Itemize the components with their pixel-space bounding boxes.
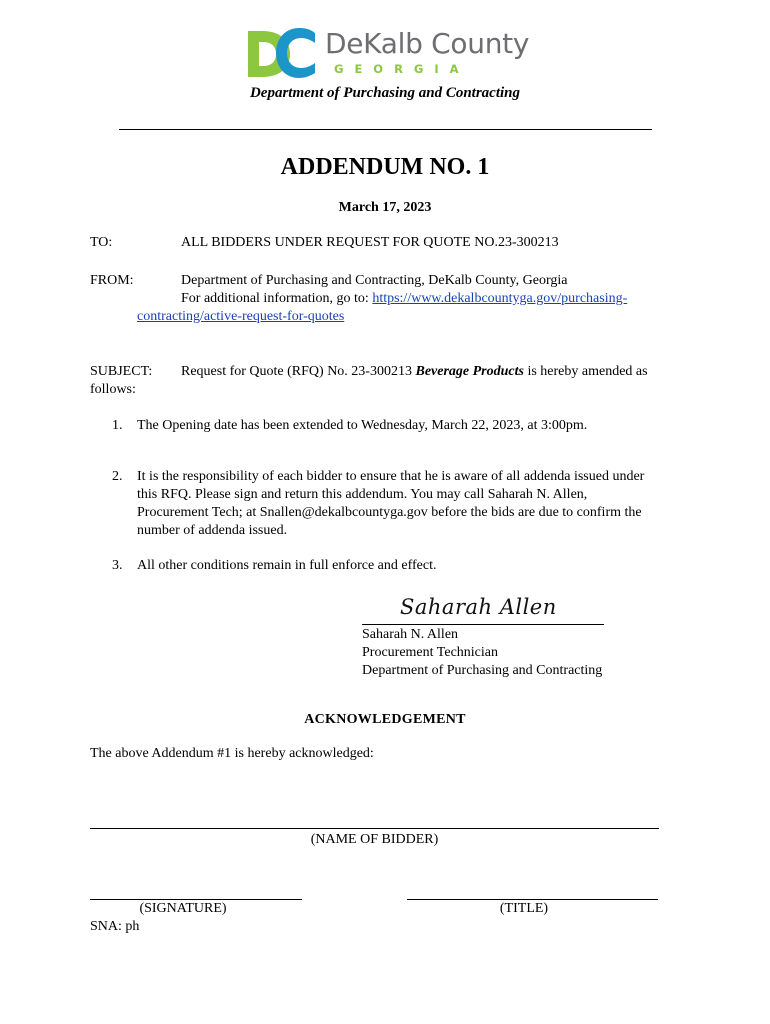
subject-text-after: is hereby amended as bbox=[523, 364, 648, 379]
item-number: 1. bbox=[112, 418, 123, 433]
signature-line bbox=[362, 624, 604, 625]
item-line: All other conditions remain in full enforce and effect. bbox=[137, 558, 437, 573]
handwritten-signature: Saharah Allen bbox=[400, 595, 557, 619]
typist-initials: SNA: ph bbox=[90, 919, 140, 934]
item-line: number of addenda issued. bbox=[137, 523, 288, 538]
item-line: It is the responsibility of each bidder to ensure that he is aware of all addenda issued under bbox=[137, 469, 645, 484]
department-header: Department of Purchasing and Contracting bbox=[249, 85, 521, 101]
bidder-name-line[interactable] bbox=[90, 828, 659, 829]
from-info-line bbox=[181, 290, 627, 308]
logo-county-name: DeKalb County bbox=[325, 27, 530, 60]
info-prefix: For additional information, go to: bbox=[181, 291, 373, 306]
rfq-link-part1[interactable]: https://www.dekalbcountyga.gov/purchasing- bbox=[372, 291, 628, 306]
list-item bbox=[137, 417, 697, 435]
title-caption: (TITLE) bbox=[499, 901, 549, 916]
document-date: March 17, 2023 bbox=[338, 200, 432, 215]
dc-monogram-icon bbox=[248, 27, 318, 79]
subject-text-before: Request for Quote (RFQ) No. 23-300213 bbox=[181, 364, 416, 379]
bidder-name-caption: (NAME OF BIDDER) bbox=[310, 832, 439, 847]
item-line: The Opening date has been extended to Wednesday, March 22, 2023, at 3:00pm. bbox=[137, 418, 588, 433]
item-number: 3. bbox=[112, 558, 123, 573]
list-item bbox=[137, 468, 697, 540]
to-value: ALL BIDDERS UNDER REQUEST FOR QUOTE NO.23-300213 bbox=[181, 235, 559, 250]
rfq-link-part2[interactable]: contracting/active-request-for-quotes bbox=[137, 309, 345, 324]
acknowledgement-text: The above Addendum #1 is hereby acknowledged: bbox=[90, 746, 374, 761]
logo-state-name: GEORGIA bbox=[334, 62, 470, 76]
item-line: this RFQ. Please sign and return this addendum. You may call Saharah N. Allen, bbox=[137, 487, 588, 502]
from-link-continuation bbox=[137, 308, 344, 326]
acknowledgement-title: ACKNOWLEDGEMENT bbox=[304, 712, 466, 727]
from-line1: Department of Purchasing and Contracting, DeKalb County, Georgia bbox=[181, 273, 568, 288]
header-divider bbox=[119, 129, 652, 130]
signatory-department: Department of Purchasing and Contracting bbox=[362, 663, 603, 678]
subject-label: SUBJECT: bbox=[90, 364, 153, 379]
to-label: TO: bbox=[90, 235, 113, 250]
signatory-name: Saharah N. Allen bbox=[362, 627, 459, 642]
signature-caption: (SIGNATURE) bbox=[139, 901, 227, 916]
item-number: 2. bbox=[112, 469, 123, 484]
signatory-title: Procurement Technician bbox=[362, 645, 498, 660]
item-line: Procurement Tech; at Snallen@dekalbcountyga.gov before the bids are due to confirm the bbox=[137, 505, 642, 520]
document-title: ADDENDUM NO. 1 bbox=[280, 154, 490, 180]
list-item bbox=[137, 557, 697, 575]
subject-continuation: follows: bbox=[90, 382, 136, 397]
subject-text bbox=[181, 363, 648, 381]
subject-emphasis: Beverage Products bbox=[415, 364, 524, 379]
from-label: FROM: bbox=[90, 273, 134, 288]
dekalb-county-logo bbox=[248, 27, 530, 79]
